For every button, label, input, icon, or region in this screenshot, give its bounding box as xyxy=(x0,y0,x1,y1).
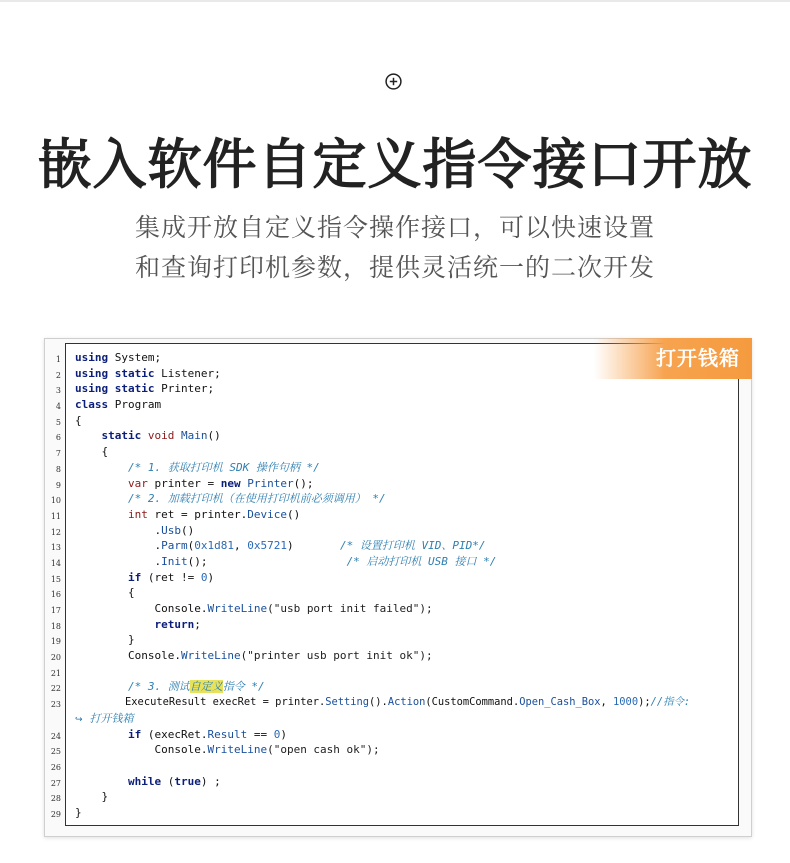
line-number: 20 xyxy=(50,653,61,663)
line-number: 21 xyxy=(50,668,61,678)
code-line-6: static void Main() xyxy=(101,429,221,443)
code-line-17: Console.WriteLine("usb port init failed"); xyxy=(154,602,433,615)
line-number: 8 xyxy=(55,464,61,474)
code-line-7: { xyxy=(101,445,109,459)
line-number: 1 xyxy=(55,355,61,364)
code-line-28: } xyxy=(101,790,109,804)
code-line-14: .Init(); /* 启动打印机 USB 接口 */ xyxy=(154,554,497,568)
line-number: 9 xyxy=(55,480,61,490)
line-number: 5 xyxy=(55,417,61,427)
code-line-22: /* 3. 测试自定义指令 */ xyxy=(127,680,265,694)
code-lines xyxy=(75,350,690,821)
code-line-18: return; xyxy=(154,617,201,631)
code-line-15: if (ret != 0) xyxy=(127,570,215,584)
line-number: 12 xyxy=(50,527,61,537)
code-line-23-wrap: ↪ 打开钱箱 xyxy=(75,711,134,725)
line-number: 10 xyxy=(50,496,61,506)
code-line-21 xyxy=(75,664,690,680)
code-editor xyxy=(65,343,739,826)
highlighted-term: 自定义 xyxy=(189,680,223,694)
line-number: 16 xyxy=(50,590,61,600)
code-line-25: Console.WriteLine("open cash ok"); xyxy=(154,743,380,757)
code-line-8: /* 1. 获取打印机 SDK 操作句柄 */ xyxy=(127,460,320,474)
line-number: 11 xyxy=(50,511,61,521)
code-line-11: int ret = printer.Device() xyxy=(127,507,301,521)
code-line-20: Console.WriteLine("printer usb port init ok"); xyxy=(127,649,433,663)
line-number: 26 xyxy=(50,762,61,772)
code-line-13: .Parm(0x1d81, 0x5721) /* 设置打印机 VID、PID*/ xyxy=(154,539,486,553)
open-cash-box-tag: 打开钱箱 xyxy=(594,338,752,379)
line-number: 18 xyxy=(50,621,61,631)
code-line-23: ExecuteResult execRet = printer.Setting().Action(CustomCommand.Open_Cash_Box, 1000);//指令: xyxy=(125,696,691,709)
code-line-1: using System; xyxy=(75,351,162,364)
line-number: 19 xyxy=(50,637,61,647)
wrap-arrow-icon: ↪ xyxy=(75,714,83,725)
code-line-9: var printer = new Printer(); xyxy=(127,476,314,490)
code-line-26 xyxy=(75,758,690,774)
subtitle-line-2: 和查询打印机参数，提供灵活统一的二次开发 xyxy=(134,253,655,282)
line-number: 23 xyxy=(50,700,61,710)
line-number: 22 xyxy=(50,684,61,694)
line-number: 2 xyxy=(55,370,61,380)
line-number: 29 xyxy=(50,809,61,819)
line-number: 27 xyxy=(50,778,61,788)
code-line-2: using static Listener; xyxy=(75,366,221,380)
line-number: 6 xyxy=(55,433,61,443)
top-divider xyxy=(0,0,790,2)
line-number: 3 xyxy=(55,386,61,396)
line-number xyxy=(45,713,61,729)
line-number: 7 xyxy=(55,449,61,459)
subtitle-line-1: 集成开放自定义指令操作接口，可以快速设置 xyxy=(134,213,655,242)
plus-circle-icon xyxy=(385,73,402,90)
code-line-16: { xyxy=(127,586,135,600)
line-number: 17 xyxy=(50,606,61,615)
code-line-24: if (execRet.Result == 0) xyxy=(127,727,287,741)
code-line-12: .Usb() xyxy=(154,523,195,537)
code-line-4: class Program xyxy=(75,398,162,412)
page-title: 嵌入软件自定义指令接口开放 xyxy=(37,133,753,196)
code-line-3: using static Printer; xyxy=(75,382,215,396)
line-number: 14 xyxy=(50,558,61,568)
line-number: 28 xyxy=(50,794,61,804)
line-number: 13 xyxy=(50,543,61,553)
code-line-27: while (true) ; xyxy=(127,774,221,788)
line-number: 25 xyxy=(50,747,61,757)
code-line-5: { xyxy=(75,413,82,427)
code-line-29: } xyxy=(75,805,82,819)
code-screenshot-panel xyxy=(44,338,752,837)
line-number: 24 xyxy=(50,731,61,741)
line-number: 4 xyxy=(55,402,61,412)
line-number: 15 xyxy=(50,574,61,584)
code-line-10: /* 2. 加载打印机（在使用打印机前必须调用） */ xyxy=(127,492,386,506)
code-line-19: } xyxy=(127,633,135,647)
